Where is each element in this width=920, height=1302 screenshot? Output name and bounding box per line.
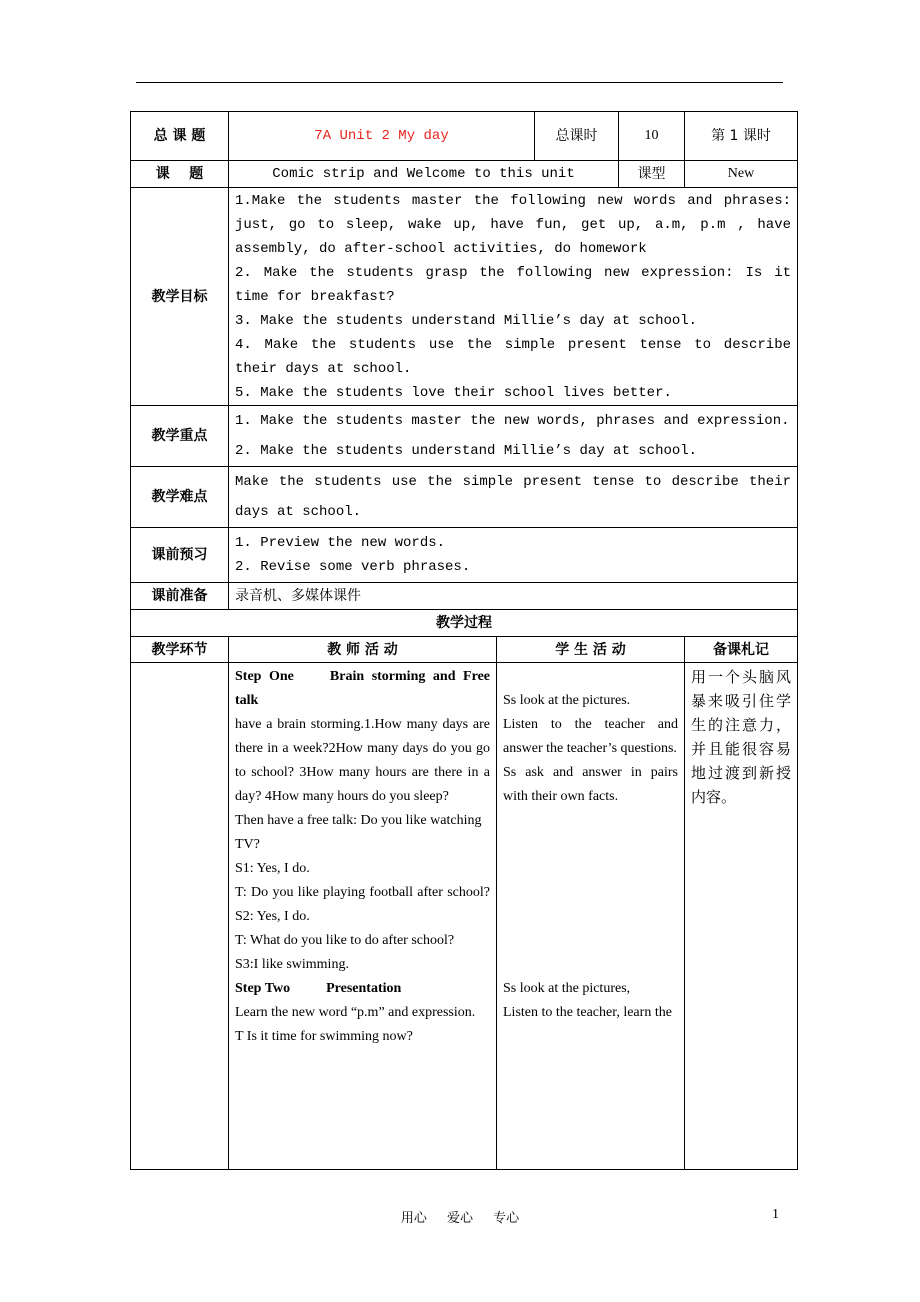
row-process-title xyxy=(131,610,798,637)
preview-item: 2. Revise some verb phrases. xyxy=(235,559,471,575)
teacher-line: T: What do you like to do after school? xyxy=(235,933,455,948)
key-point-item: 1. Make the students master the new words, phrases and expression. xyxy=(235,413,790,429)
total-hours: 10 xyxy=(619,112,685,161)
label-total-topic: 总 课 题 xyxy=(131,112,229,161)
topic-value: Comic strip and Welcome to this unit xyxy=(229,161,619,188)
row-process-body xyxy=(131,663,798,1170)
row-objectives xyxy=(131,188,798,406)
student-line: Ss ask and answer in pairs with their own facts. xyxy=(503,765,679,804)
student-line: Listen to the teacher and answer the teacher’s questions. xyxy=(503,717,679,756)
label-topic: 课 题 xyxy=(131,161,229,188)
key-point-item: 2. Make the students understand Millie’s day at school. xyxy=(235,443,698,459)
teacher-activities xyxy=(229,663,497,1170)
row-total-topic xyxy=(131,112,798,161)
header-rule xyxy=(136,82,783,83)
objective-item: 2. Make the students grasp the following new expression: Is it time for breakfast? xyxy=(235,264,792,305)
teacher-line: S1: Yes, I do. xyxy=(235,861,310,876)
row-difficulties xyxy=(131,467,798,528)
preview-item: 1. Preview the new words. xyxy=(235,535,446,551)
key-points-list xyxy=(229,406,798,467)
student-spacer xyxy=(503,809,678,977)
col-notes: 备课札记 xyxy=(685,637,798,663)
student-line: Ss look at the pictures. xyxy=(503,693,631,708)
objective-item: 5. Make the students love their school lives better. xyxy=(235,384,672,401)
label-preparation: 课前准备 xyxy=(131,583,229,610)
objective-item: 3. Make the students understand Millie’s day at school. xyxy=(235,312,698,329)
row-preview xyxy=(131,528,798,583)
teacher-line: TV? xyxy=(235,837,260,852)
teacher-line: have a brain storming.1.How many days are there in a week?2How many days do you go to school? 3How many hours are there in a day? 4How many hours do you sleep? xyxy=(235,717,490,804)
page-number: 1 xyxy=(772,1207,779,1222)
teacher-line: Then have a free talk: Do you like watching xyxy=(235,813,482,828)
col-stage: 教学环节 xyxy=(131,637,229,663)
label-total-hours: 总课时 xyxy=(535,112,619,161)
row-key-points xyxy=(131,406,798,467)
stage-cell xyxy=(131,663,229,1170)
label-difficulties: 教学难点 xyxy=(131,467,229,528)
student-activities xyxy=(497,663,685,1170)
teacher-line: S3:I like swimming. xyxy=(235,957,349,972)
lesson-notes: 用一个头脑风暴来吸引住学生的注意力，并且能很容易地过渡到新授内容。 xyxy=(685,663,798,1170)
lesson-plan-table xyxy=(130,111,798,1170)
unit-title: 7A Unit 2 My day xyxy=(229,112,535,161)
difficulties-text: Make the students use the simple present tense to describe their days at school. xyxy=(229,467,798,528)
label-objectives: 教学目标 xyxy=(131,188,229,406)
objectives-list xyxy=(229,188,798,406)
lesson-type-value: New xyxy=(685,161,798,188)
row-preparation xyxy=(131,583,798,610)
footer-motto-3: 专心 xyxy=(493,1211,520,1226)
row-topic xyxy=(131,161,798,188)
col-student: 学 生 活 动 xyxy=(497,637,685,663)
preparation-text: 录音机、多媒体课件 xyxy=(229,583,798,610)
row-process-header xyxy=(131,637,798,663)
objective-item: 4. Make the students use the simple present tense to describe their days at school. xyxy=(235,336,792,377)
step1-heading: Step One Brain storming and Free talk xyxy=(235,669,490,708)
preview-list xyxy=(229,528,798,583)
teacher-line: T Is it time for swimming now? xyxy=(235,1029,413,1044)
footer-motto-1: 用心 xyxy=(400,1211,427,1226)
col-teacher: 教 师 活 动 xyxy=(229,637,497,663)
step2-heading: Step Two Presentation xyxy=(235,981,402,996)
label-key-points: 教学重点 xyxy=(131,406,229,467)
label-preview: 课前预习 xyxy=(131,528,229,583)
student-line: Ss look at the pictures, xyxy=(503,981,631,996)
process-title: 教学过程 xyxy=(131,610,798,637)
footer-motto-2: 爱心 xyxy=(446,1211,473,1226)
teacher-line: Learn the new word “p.m” and expression. xyxy=(235,1005,476,1020)
objective-item: 1.Make the students master the following new words and phrases: just, go to sleep, wake up, have fun, get up, a.m, p.m , have assembly, do after-school activities, do homework xyxy=(235,192,792,257)
page-footer xyxy=(0,1207,920,1226)
label-lesson-type: 课型 xyxy=(619,161,685,188)
student-line: Listen to the teacher, learn the xyxy=(503,1005,672,1020)
teacher-line: T: Do you like playing football after school? S2: Yes, I do. xyxy=(235,885,490,924)
lesson-number: 第 1 课时 xyxy=(685,112,798,161)
